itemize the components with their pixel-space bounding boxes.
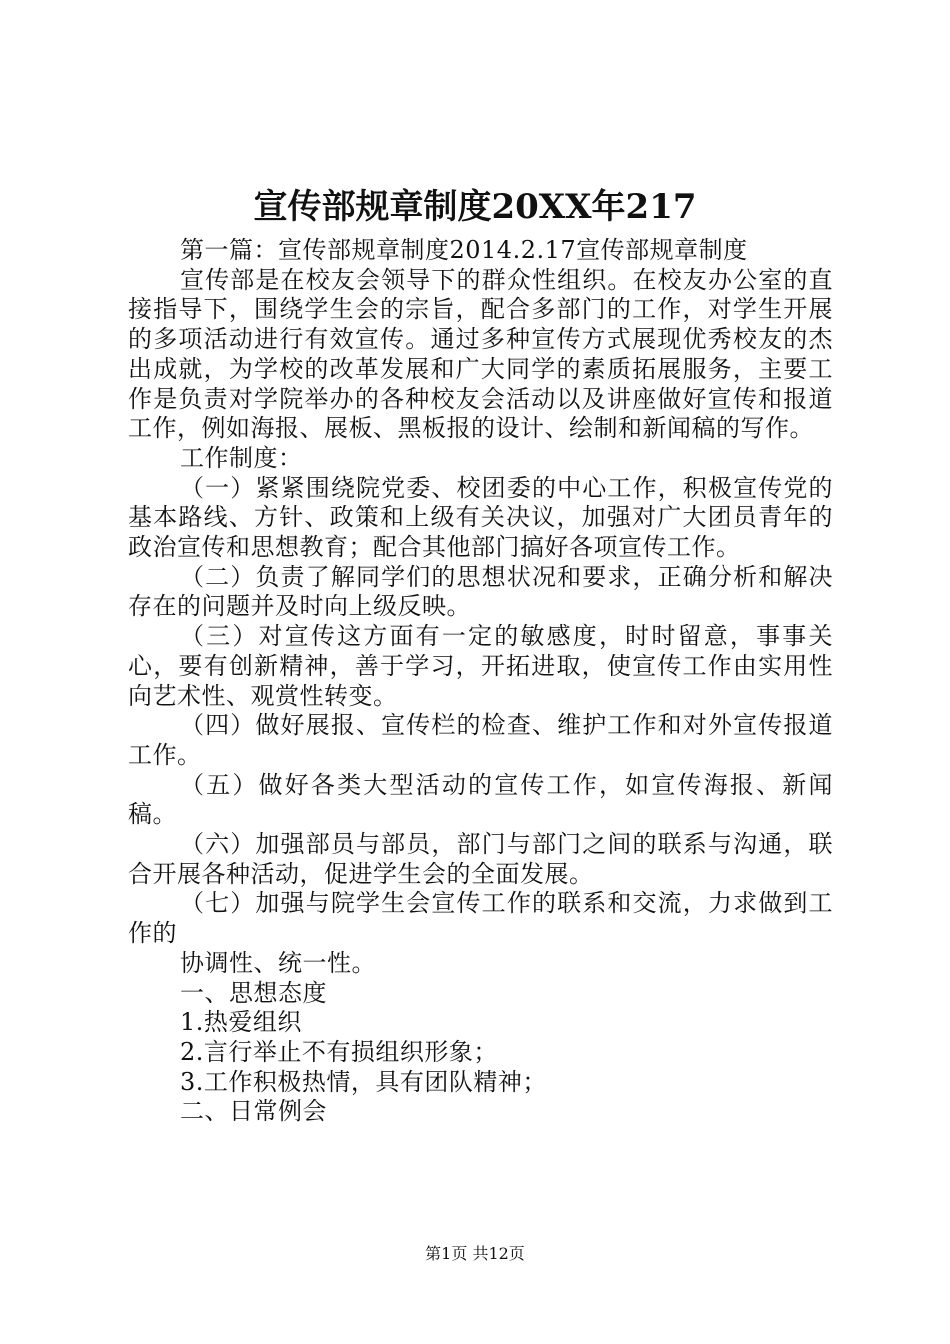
rules-heading: 工作制度： — [180, 443, 303, 472]
attitude-heading: 一、思想态度 — [180, 978, 327, 1007]
rule-item-4: （四）做好展报、宣传栏的检查、维护工作和对外宣传报道工作。 — [128, 711, 833, 769]
attitude-item-1: 1.热爱组织 — [180, 1008, 302, 1037]
section-heading: 第一篇：宣传部规章制度2014.2.17宣传部规章制度 — [180, 236, 748, 264]
meeting-heading: 二、日常例会 — [180, 1097, 327, 1126]
rule-item-7-continued: 协调性、统一性。 — [180, 948, 376, 977]
rule-item-5: （五）做好各类大型活动的宣传工作，如宣传海报、新闻稿。 — [128, 770, 833, 829]
rule-item-1: （一）紧紧围绕院党委、校团委的中心工作，积极宣传党的基本路线、方针、政策和上级有关决议，加强对广大团员青年的政治宣传和思想教育；配合其他部门搞好各项宣传工作。 — [128, 473, 833, 562]
attitude-item-3: 3.工作积极热情，具有团队精神； — [180, 1067, 547, 1096]
rule-item-2: （二）负责了解同学们的思想状况和要求，正确分析和解决存在的问题并及时向上级反映。 — [128, 562, 833, 621]
document-title: 宣传部规章制度20XX年217 — [253, 187, 697, 227]
attitude-item-2: 2.言行举止不有损组织形象； — [180, 1037, 498, 1066]
rule-item-3: （三）对宣传这方面有一定的敏感度，时时留意，事事关心，要有创新精神，善于学习，开拓进取，使宣传工作由实用性向艺术性、观赏性转变。 — [128, 622, 833, 710]
rule-item-7: （七）加强与院学生会宣传工作的联系和交流，力求做到工作的 — [128, 889, 833, 948]
rule-item-6: （六）加强部员与部员，部门与部门之间的联系与沟通，联合开展各种活动，促进学生会的全面发展。 — [128, 830, 833, 888]
page-number: 第1页 共12页 — [425, 1244, 525, 1263]
document-body — [128, 236, 833, 1127]
intro-paragraph: 宣传部是在校友会领导下的群众性组织。在校友办公室的直接指导下，围绕学生会的宗旨，配合多部门的工作，对学生开展的多项活动进行有效宣传。通过多种宣传方式展现优秀校友的杰出成就，为学校的改革发展和广大同学的素质拓展服务，主要工作是负责对学院举办的各种校友会活动以及讲座做好宣传和报道工作，例如海报、展板、黑板报的设计、绘制和新闻稿的写作。 — [128, 265, 833, 443]
